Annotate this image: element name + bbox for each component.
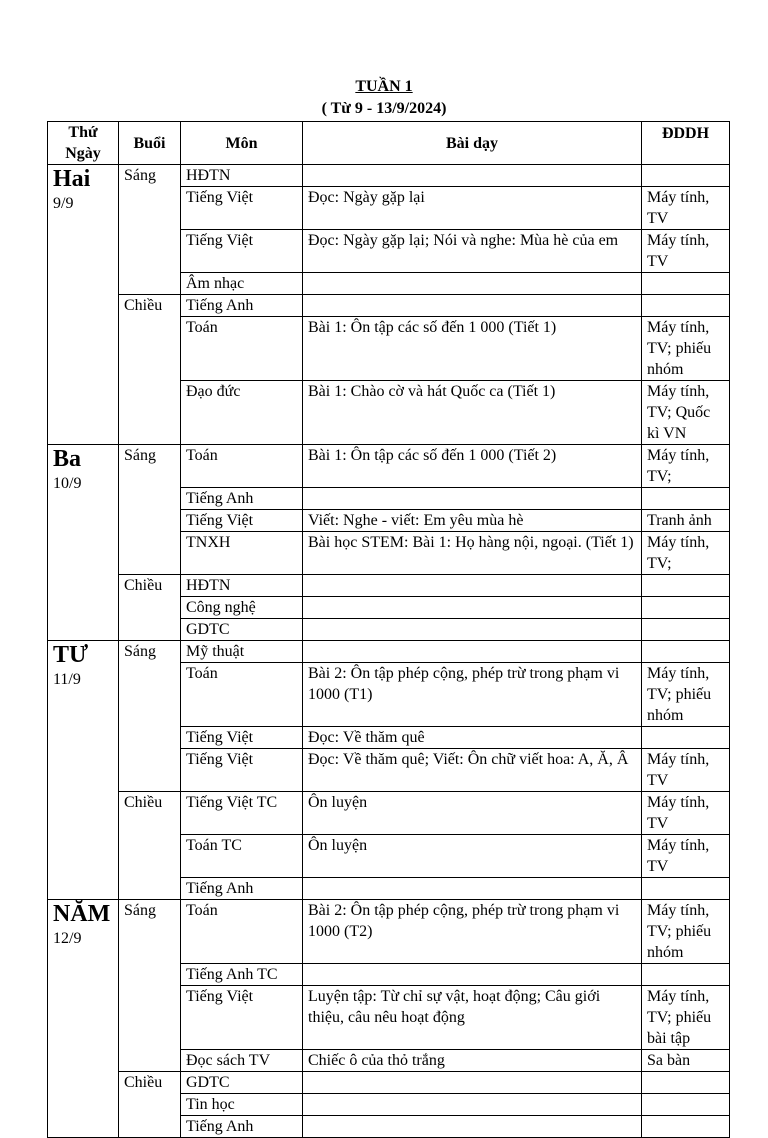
subject-cell: Tin học [181,1094,303,1116]
subject-cell: Công nghệ [181,597,303,619]
lesson-cell: Bài học STEM: Bài 1: Họ hàng nội, ngoại. (Tiết 1) [303,532,642,575]
day-cell [48,165,119,445]
equipment-cell: Máy tính, TV [642,749,730,792]
lesson-cell [303,165,642,187]
subject-cell: Toán [181,663,303,727]
header-subject: Môn [181,122,303,165]
day-date: 9/9 [53,195,74,212]
lesson-cell [303,1094,642,1116]
equipment-cell [642,727,730,749]
day-cell [48,641,119,900]
equipment-cell: Máy tính, TV; [642,532,730,575]
lesson-cell: Chiếc ô của thỏ trắng [303,1050,642,1072]
subject-cell: Âm nhạc [181,273,303,295]
session-cell: Chiều [119,1072,181,1138]
lesson-cell: Đọc: Về thăm quê [303,727,642,749]
subject-cell: Tiếng Anh TC [181,964,303,986]
weekly-schedule-table [47,121,730,1138]
subject-cell: Tiếng Việt [181,187,303,230]
lesson-cell: Luyện tập: Từ chỉ sự vật, hoạt động; Câu giới thiệu, câu nêu hoạt động [303,986,642,1050]
date-range: ( Từ 9 - 13/9/2024) [321,100,447,117]
subject-cell: Toán [181,317,303,381]
lesson-cell [303,597,642,619]
day-cell [48,900,119,1138]
equipment-cell [642,488,730,510]
equipment-cell: Máy tính, TV [642,187,730,230]
lesson-cell: Bài 1: Ôn tập các số đến 1 000 (Tiết 2) [303,445,642,488]
lesson-cell [303,1116,642,1138]
subject-cell: Tiếng Anh [181,878,303,900]
equipment-cell: Máy tính, TV; phiếu nhóm [642,663,730,727]
session-cell: Sáng [119,900,181,1072]
equipment-cell [642,1116,730,1138]
lesson-cell [303,273,642,295]
equipment-cell [642,878,730,900]
subject-cell: Đọc sách TV [181,1050,303,1072]
day-name: Ba [53,446,82,472]
session-cell: Chiều [119,575,181,641]
subject-cell: Tiếng Việt [181,510,303,532]
equipment-cell [642,165,730,187]
subject-cell: Tiếng Việt TC [181,792,303,835]
session-cell: Sáng [119,641,181,792]
equipment-cell: Máy tính, TV; phiếu nhóm [642,900,730,964]
subject-cell: Tiếng Việt [181,749,303,792]
lesson-cell [303,1072,642,1094]
subject-cell: Tiếng Anh [181,295,303,317]
subject-cell: GDTC [181,619,303,641]
lesson-cell [303,641,642,663]
equipment-cell: Máy tính, TV; phiếu bài tập [642,986,730,1050]
lesson-cell: Đọc: Ngày gặp lại; Nói và nghe: Mùa hè của em [303,230,642,273]
table-row [48,641,730,663]
session-cell: Chiều [119,295,181,445]
table-row [48,575,730,597]
lesson-cell: Bài 2: Ôn tập phép cộng, phép trừ trong phạm vi 1000 (T2) [303,900,642,964]
subject-cell: Tiếng Việt [181,230,303,273]
lesson-cell [303,878,642,900]
day-name: Hai [53,166,91,192]
equipment-cell: Sa bàn [642,1050,730,1072]
lesson-cell: Đọc: Ngày gặp lại [303,187,642,230]
lesson-cell: Ôn luyện [303,792,642,835]
equipment-cell: Máy tính, TV [642,792,730,835]
page-title: TUẦN 1 [355,78,413,95]
day-cell [48,445,119,641]
day-name: TƯ [53,642,89,668]
subject-cell: HĐTN [181,575,303,597]
header-row [48,122,730,165]
lesson-cell: Bài 1: Ôn tập các số đến 1 000 (Tiết 1) [303,317,642,381]
equipment-cell: Máy tính, TV [642,230,730,273]
equipment-cell [642,619,730,641]
lesson-cell [303,619,642,641]
equipment-cell: Máy tính, TV; [642,445,730,488]
session-cell: Chiều [119,792,181,900]
equipment-cell [642,575,730,597]
day-date: 11/9 [53,671,81,688]
lesson-cell: Viết: Nghe - viết: Em yêu mùa hè [303,510,642,532]
subject-cell: Tiếng Anh [181,488,303,510]
lesson-cell: Ôn luyện [303,835,642,878]
session-cell: Sáng [119,445,181,575]
equipment-cell [642,597,730,619]
header-session: Buổi [119,122,181,165]
day-date: 10/9 [53,475,82,492]
subject-cell: HĐTN [181,165,303,187]
subject-cell: Toán [181,900,303,964]
table-row [48,295,730,317]
header-day: Thứ Ngày [48,122,119,165]
day-name: NĂM [53,901,111,927]
subject-cell: Tiếng Việt [181,727,303,749]
lesson-cell [303,964,642,986]
equipment-cell [642,641,730,663]
lesson-cell [303,488,642,510]
day-date: 12/9 [53,930,82,947]
equipment-cell [642,295,730,317]
subject-cell: Đạo đức [181,381,303,445]
equipment-cell [642,273,730,295]
lesson-cell: Bài 2: Ôn tập phép cộng, phép trừ trong phạm vi 1000 (T1) [303,663,642,727]
subject-cell: Toán [181,445,303,488]
equipment-cell: Tranh ảnh [642,510,730,532]
subject-cell: Toán TC [181,835,303,878]
equipment-cell: Máy tính, TV; Quốc kì VN [642,381,730,445]
subject-cell: GDTC [181,1072,303,1094]
equipment-cell: Máy tính, TV; phiếu nhóm [642,317,730,381]
lesson-cell: Đọc: Về thăm quê; Viết: Ôn chữ viết hoa: A, Ă, Â [303,749,642,792]
equipment-cell [642,964,730,986]
session-cell: Sáng [119,165,181,295]
table-row [48,900,730,964]
lesson-cell [303,295,642,317]
table-row [48,165,730,187]
table-row [48,1072,730,1094]
header-lesson: Bài dạy [303,122,642,165]
table-row [48,792,730,835]
subject-cell: Tiếng Việt [181,986,303,1050]
subject-cell: Tiếng Anh [181,1116,303,1138]
equipment-cell [642,1072,730,1094]
subject-cell: TNXH [181,532,303,575]
subject-cell: Mỹ thuật [181,641,303,663]
lesson-cell [303,575,642,597]
equipment-cell: Máy tính, TV [642,835,730,878]
header-equipment: ĐDDH [642,122,730,165]
equipment-cell [642,1094,730,1116]
table-row [48,445,730,488]
lesson-cell: Bài 1: Chào cờ và hát Quốc ca (Tiết 1) [303,381,642,445]
